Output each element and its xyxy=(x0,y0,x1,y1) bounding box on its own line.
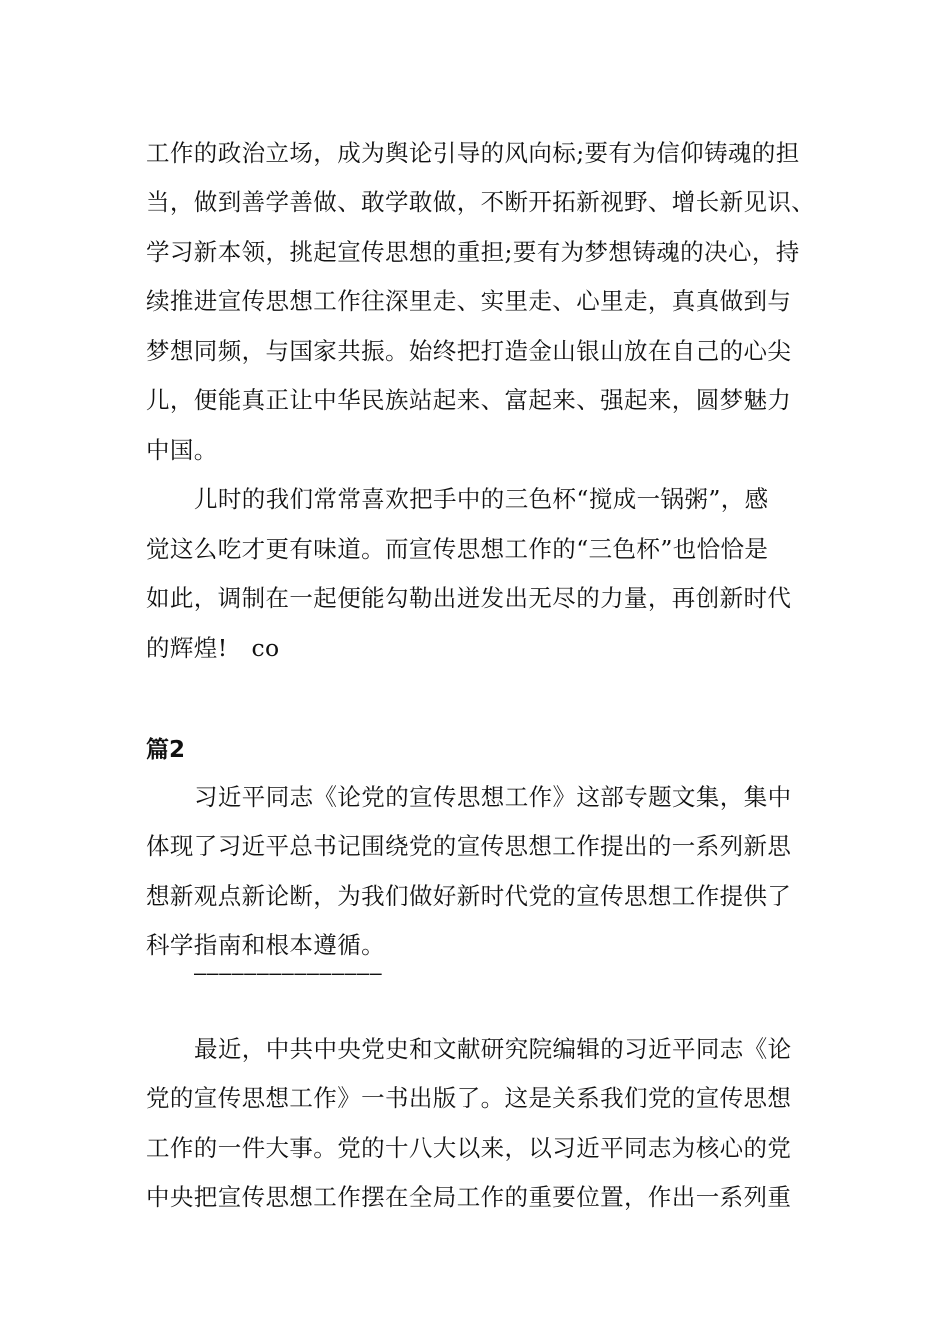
text-line: 工作的一件大事。党的十八大以来，以习近平同志为核心的党 xyxy=(146,1134,792,1162)
text-line: 儿时的我们常常喜欢把手中的三色杯“搅成一锅粥”，感 xyxy=(194,485,769,513)
text-line: 的辉煌! co xyxy=(146,634,280,662)
separator-rule: ——————————————— xyxy=(194,961,383,985)
text-line: 当，做到善学善做、敢学敢做，不断开拓新视野、增长新见识、 xyxy=(146,188,816,216)
text-line: 习近平同志《论党的宣传思想工作》这部专题文集，集中 xyxy=(194,783,792,811)
text-line: 党的宣传思想工作》一书出版了。这是关系我们党的宣传思想 xyxy=(146,1084,792,1112)
text-line: 中央把宣传思想工作摆在全局工作的重要位置，作出一系列重 xyxy=(146,1183,792,1211)
text-line: 想新观点新论断，为我们做好新时代党的宣传思想工作提供了 xyxy=(146,882,792,910)
text-line: 儿，便能真正让中华民族站起来、富起来、强起来，圆梦魅力 xyxy=(146,386,792,414)
text-line: 最近，中共中央党史和文献研究院编辑的习近平同志《论 xyxy=(194,1035,792,1063)
text-line: 如此，调制在一起便能勾勒出迸发出无尽的力量，再创新时代 xyxy=(146,584,792,612)
text-line: 续推进宣传思想工作往深里走、实里走、心里走，真真做到与 xyxy=(146,287,792,315)
text-line: 学习新本领，挑起宣传思想的重担;要有为梦想铸魂的决心，持 xyxy=(146,238,800,266)
text-line: 中国。 xyxy=(146,436,218,464)
text-line: 工作的政治立场，成为舆论引导的风向标;要有为信仰铸魂的担 xyxy=(146,139,800,167)
text-line: 科学指南和根本遵循。 xyxy=(146,931,385,959)
text-line: 觉这么吃才更有味道。而宣传思想工作的“三色杯”也恰恰是 xyxy=(146,535,769,563)
section-heading: 篇2 xyxy=(146,737,186,763)
text-line: 梦想同频，与国家共振。始终把打造金山银山放在自己的心尖 xyxy=(146,337,792,365)
text-line: 体现了习近平总书记围绕党的宣传思想工作提出的一系列新思 xyxy=(146,832,792,860)
